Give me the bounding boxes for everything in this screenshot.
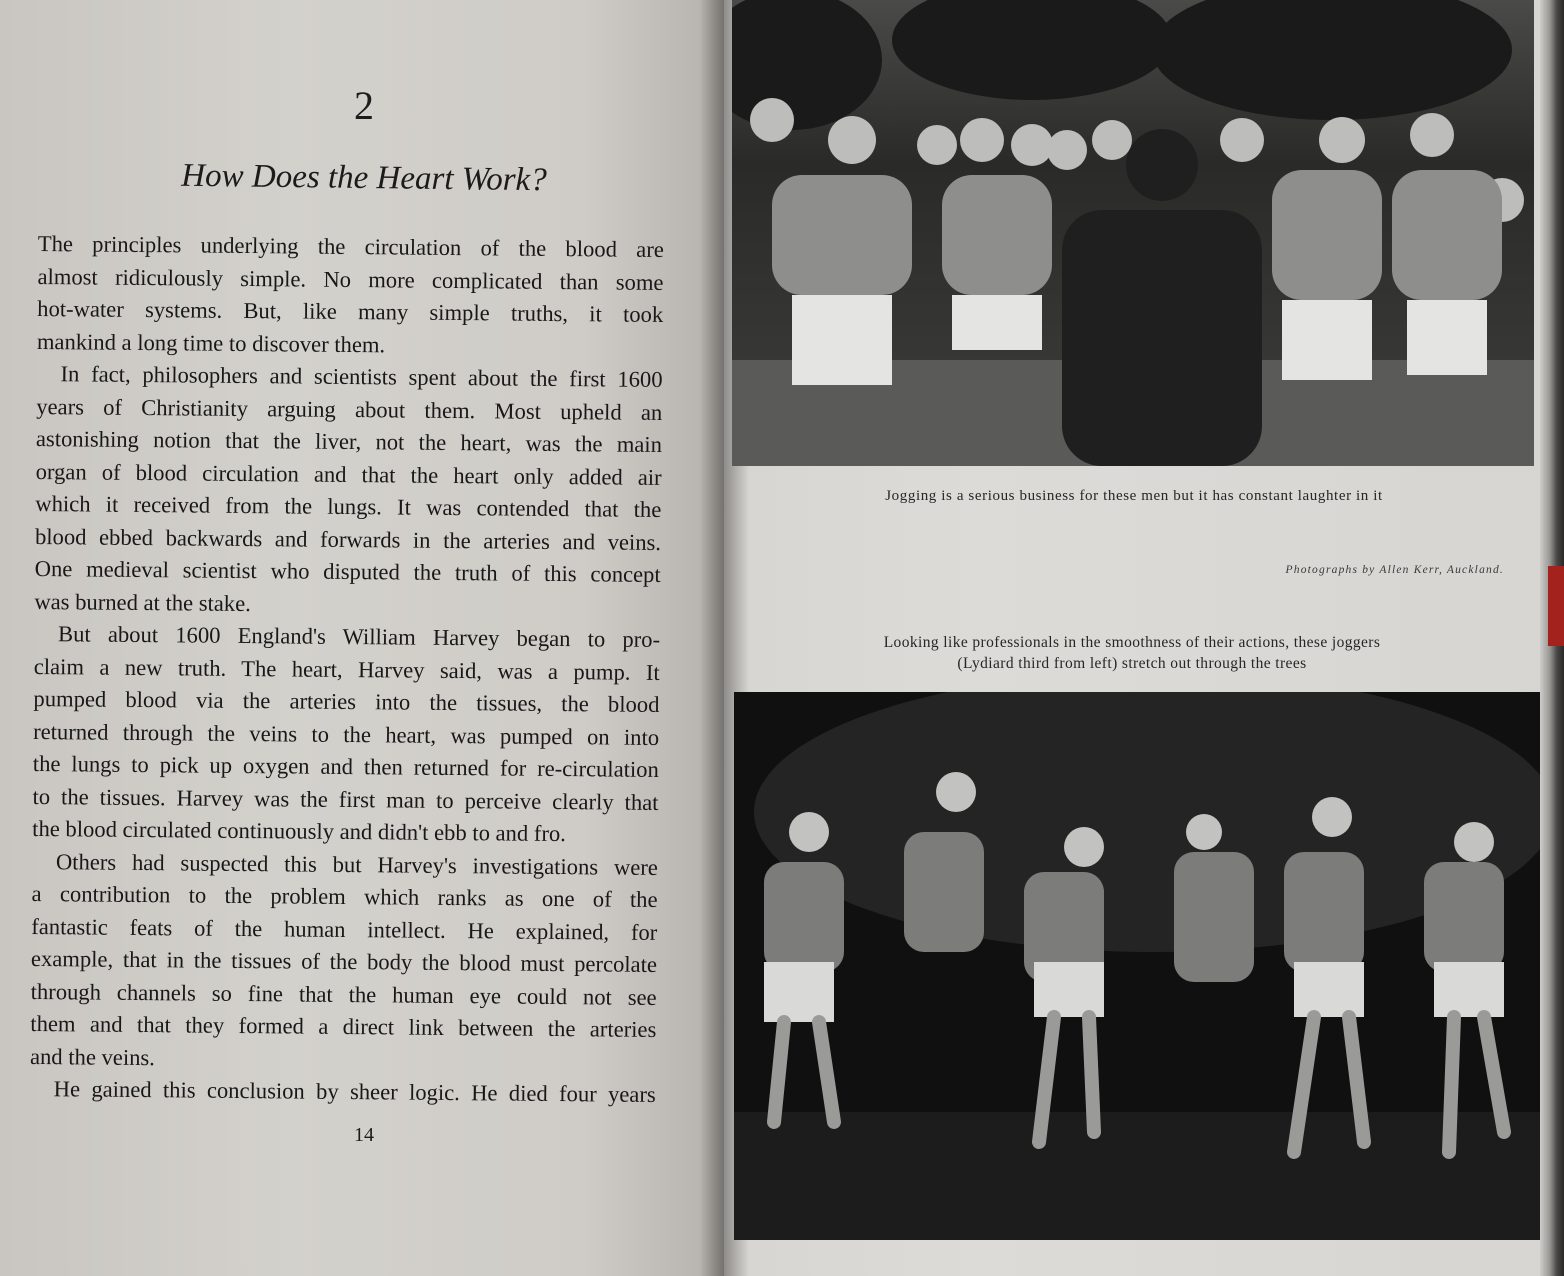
body-line: In fact, philosophers and scientists spent about the first 1600 (60, 361, 663, 393)
body-line: He gained this conclusion by sheer logic. He died four years (53, 1076, 656, 1107)
chapter-number: 2 (354, 83, 374, 128)
photo-group-of-men (732, 0, 1534, 466)
body-line: Others had suspected this but Harvey's investigations were (55, 848, 659, 880)
body-line: the lungs to pick up oxygen and then returned for re-circulation (32, 750, 659, 782)
left-page (0, 0, 728, 1276)
caption-bottom-line-1: Looking like professionals in the smoothness of their actions, these joggers (883, 634, 1381, 651)
body-line: fantastic feats of the human intellect. He explained, for (31, 913, 658, 945)
body-line: blood ebbed backwards and forwards in the arteries and veins. (34, 523, 662, 555)
cover-red-mark (1548, 566, 1564, 646)
body-line: the blood circulated continuously and didn't ebb to and fro. (32, 815, 566, 847)
body-line: claim a new truth. The heart, Harvey said, was a pump. It (33, 653, 660, 685)
chapter-title: How Does the Heart Work? (181, 157, 547, 199)
body-line: years of Christianity arguing about them. Most upheld an (36, 393, 663, 425)
group-photo-illustration (732, 0, 1534, 466)
body-line: and the veins. (29, 1043, 156, 1070)
body-line: them and that they formed a direct link between the arteries (30, 1010, 657, 1042)
body-line: to the tissues. Harvey was the first man to perceive clearly that (32, 783, 659, 815)
body-line: returned through the veins to the heart, was pumped on into (33, 718, 660, 750)
body-line: One medieval scientist who disputed the truth of this concept (34, 555, 661, 587)
page-number: 14 (354, 1124, 374, 1146)
body-line: But about 1600 England's William Harvey began to pro- (57, 621, 661, 652)
body-line: a contribution to the problem which ranks as one of the (31, 880, 658, 912)
right-page (724, 0, 1564, 1276)
body-text (30, 228, 664, 1111)
body-line: astonishing notion that the liver, not the heart, was the main (35, 425, 663, 457)
body-line: organ of blood circulation and that the heart only added air (35, 458, 662, 490)
body-line: almost ridiculously simple. No more complicated than some (37, 263, 664, 295)
body-line: example, that in the tissues of the body the blood must percolate (30, 945, 658, 977)
body-line: which it received from the lungs. It was contended that the (35, 490, 662, 522)
body-line: was burned at the stake. (34, 588, 251, 616)
photo-caption-bottom (732, 632, 1532, 674)
joggers-photo-illustration (734, 692, 1552, 1240)
body-line: pumped blood via the arteries into the tissues, the blood (33, 685, 660, 717)
body-line: hot-water systems. But, like many simple truths, it took (37, 295, 664, 328)
body-line: through channels so fine that the human eye could not see (30, 978, 657, 1010)
photo-credit: Photographs by Allen Kerr, Auckland. (1285, 564, 1504, 576)
body-line: mankind a long time to discover them. (36, 328, 386, 357)
photo-caption-top: Jogging is a serious business for these men but it has constant laughter in it (885, 488, 1383, 504)
caption-bottom-line-2: (Lydiard third from left) stretch out through the trees (957, 655, 1307, 672)
body-line: The principles underlying the circulation of the blood are (37, 230, 664, 263)
photo-joggers-running (734, 692, 1552, 1240)
